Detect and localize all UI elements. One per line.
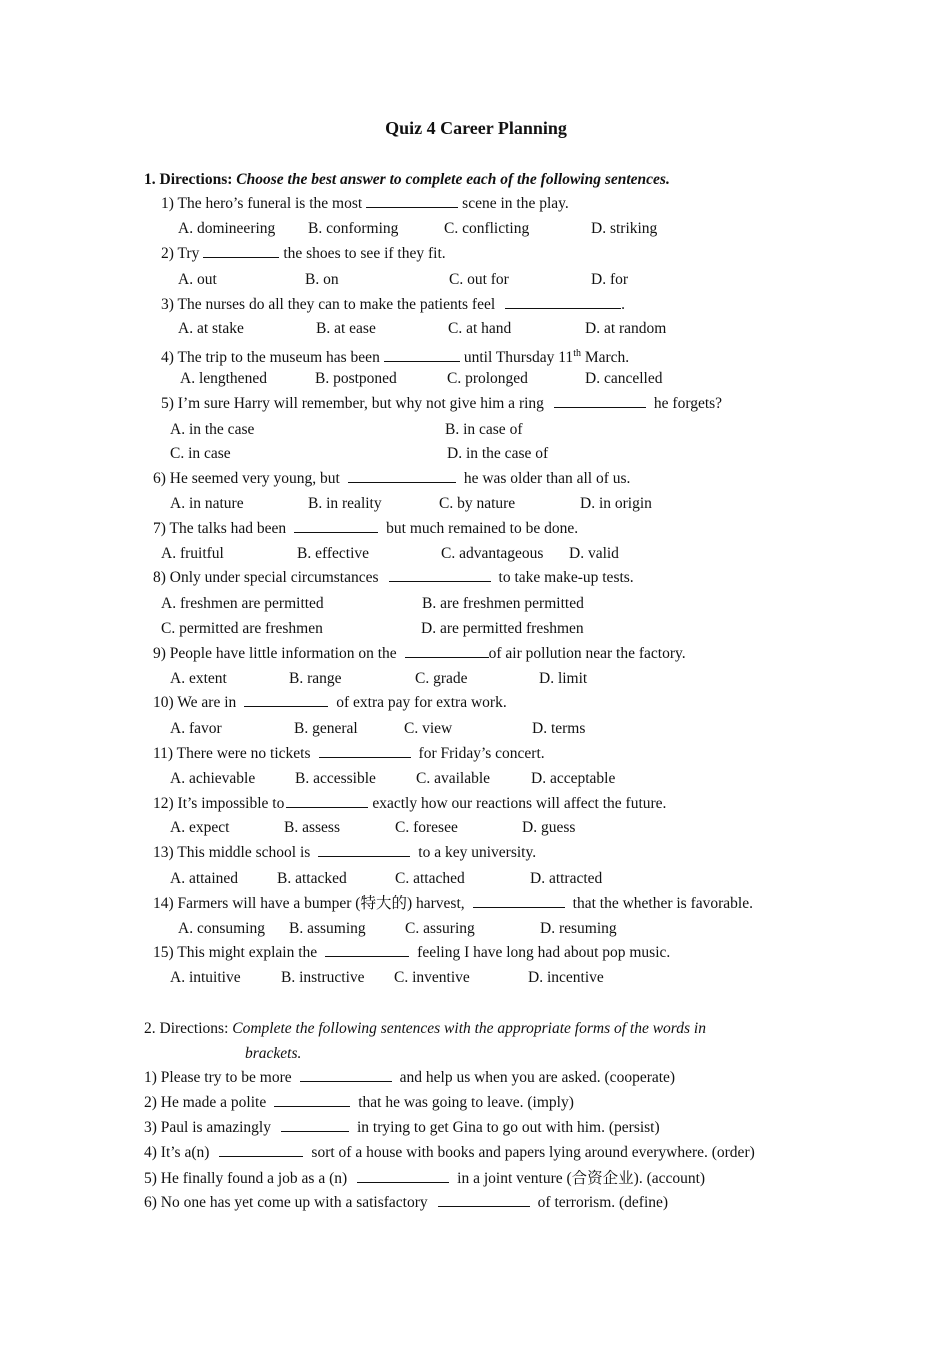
q10-option-d: D. terms xyxy=(532,720,586,737)
q15-option-d: D. incentive xyxy=(528,969,604,986)
sentence-3 xyxy=(144,1118,660,1138)
answer-blank xyxy=(274,1093,350,1107)
question-9-stem: 9) People have little information on the xyxy=(153,645,397,662)
question-7 xyxy=(153,519,578,539)
question-13 xyxy=(153,843,536,863)
question-6 xyxy=(153,469,630,489)
section-1-heading xyxy=(144,170,670,190)
answer-blank xyxy=(554,394,646,408)
q2-option-a: A. out xyxy=(178,271,217,288)
answer-blank xyxy=(384,348,460,362)
section-1-instruction: Choose the best answer to complete each of the following sentences. xyxy=(236,171,670,188)
question-11-stem-end: for Friday’s concert. xyxy=(418,745,545,762)
q3-option-c: C. at hand xyxy=(448,320,512,337)
answer-blank xyxy=(219,1143,303,1157)
q15-option-c: C. inventive xyxy=(394,969,470,986)
sentence-5 xyxy=(144,1169,705,1189)
question-13-stem: 13) This middle school is xyxy=(153,844,311,861)
q8-option-d: D. are permitted freshmen xyxy=(421,620,584,637)
question-9 xyxy=(153,644,686,664)
q1-option-b: B. conforming xyxy=(308,220,399,237)
q10-option-a: A. favor xyxy=(170,720,222,737)
q13-option-a: A. attained xyxy=(170,870,239,887)
question-7-stem: 7) The talks had been xyxy=(153,520,287,537)
question-12-stem: 12) It’s impossible to xyxy=(153,795,285,812)
question-14-stem: 14) Farmers will have a bumper (特大的) harvest, xyxy=(153,895,465,912)
question-8-stem-end: to take make-up tests. xyxy=(498,569,634,586)
question-10 xyxy=(153,693,507,713)
question-4-stem-end: until Thursday 11 xyxy=(463,349,574,367)
section-1-label: 1. Directions: xyxy=(144,171,233,188)
question-9-stem-end: of air pollution near the factory. xyxy=(488,645,686,662)
q9-option-c: C. grade xyxy=(415,670,468,687)
question-2-stem: 2) Try xyxy=(161,245,200,262)
section-2-instruction-continued: brackets. xyxy=(245,1045,302,1062)
q3-option-d: D. at random xyxy=(585,320,667,337)
question-8 xyxy=(153,568,634,588)
question-5-stem: 5) I’m sure Harry will remember, but why not give him a ring xyxy=(161,395,544,412)
q12-option-a: A. expect xyxy=(170,819,230,836)
q12-option-c: C. foresee xyxy=(395,819,458,836)
q6-option-c: C. by nature xyxy=(439,495,516,512)
q5-option-a: A. in the case xyxy=(170,421,255,438)
question-3-stem: 3) The nurses do all they can to make the patients feel xyxy=(161,296,496,313)
answer-blank xyxy=(505,295,621,309)
question-12-stem-end: exactly how our reactions will affect the future. xyxy=(372,795,667,812)
question-8-stem: 8) Only under special circumstances xyxy=(153,569,379,586)
q4-option-c: C. prolonged xyxy=(447,370,528,387)
question-4-stem-month: March. xyxy=(580,349,630,367)
answer-blank xyxy=(357,1169,449,1183)
sentence-5-stem: 5) He finally found a job as a (n) xyxy=(144,1170,348,1187)
question-14 xyxy=(153,894,753,914)
sentence-1-stem: 1) Please try to be more xyxy=(144,1069,292,1086)
q13-option-d: D. attracted xyxy=(530,870,603,887)
sentence-5-stem-end: in a joint venture (合资企业). (account) xyxy=(457,1170,706,1187)
q1-option-c: C. conflicting xyxy=(444,220,530,237)
q4-option-a: A. lengthened xyxy=(180,370,267,387)
q5-option-b: B. in case of xyxy=(445,421,523,438)
q14-option-a: A. consuming xyxy=(178,920,265,937)
sentence-6-stem: 6) No one has yet come up with a satisfactory xyxy=(144,1194,428,1211)
question-13-stem-end: to a key university. xyxy=(418,844,537,861)
ordinal-suffix: th xyxy=(573,348,581,359)
question-15-stem-end: feeling I have long had about pop music. xyxy=(417,944,671,961)
q3-option-a: A. at stake xyxy=(178,320,244,337)
q9-option-d: D. limit xyxy=(539,670,588,687)
question-2 xyxy=(161,244,446,264)
answer-blank xyxy=(405,644,489,658)
question-2-stem-end: the shoes to see if they fit. xyxy=(283,245,446,262)
question-7-stem-end: but much remained to be done. xyxy=(386,520,579,537)
answer-blank xyxy=(281,1118,349,1132)
q6-option-b: B. in reality xyxy=(308,495,382,512)
answer-blank xyxy=(318,843,410,857)
answer-blank xyxy=(438,1193,530,1207)
answer-blank xyxy=(244,693,328,707)
q9-option-a: A. extent xyxy=(170,670,227,687)
question-10-stem-end: of extra pay for extra work. xyxy=(336,694,507,711)
q4-option-b: B. postponed xyxy=(315,370,397,387)
sentence-6-stem-end: of terrorism. (define) xyxy=(537,1194,669,1211)
question-15-stem: 15) This might explain the xyxy=(153,944,318,961)
question-5 xyxy=(161,394,722,414)
sentence-1 xyxy=(144,1068,675,1088)
sentence-4 xyxy=(144,1143,755,1163)
question-14-stem-end: that the whether is favorable. xyxy=(572,895,753,912)
q7-option-b: B. effective xyxy=(297,545,370,562)
q2-option-d: D. for xyxy=(591,271,629,288)
q5-option-c: C. in case xyxy=(170,445,231,462)
question-1-stem: 1) The hero’s funeral is the most xyxy=(161,195,363,212)
answer-blank xyxy=(325,943,409,957)
q14-option-d: D. resuming xyxy=(540,920,617,937)
q1-option-d: D. striking xyxy=(591,220,658,237)
question-1-stem-end: scene in the play. xyxy=(462,195,569,212)
q8-option-a: A. freshmen are permitted xyxy=(161,595,324,612)
q15-option-b: B. instructive xyxy=(281,969,365,986)
sentence-3-stem: 3) Paul is amazingly xyxy=(144,1119,271,1136)
answer-blank xyxy=(366,194,458,208)
answer-blank xyxy=(348,469,456,483)
q12-option-d: D. guess xyxy=(522,819,576,836)
question-3-stem-end: . xyxy=(621,296,626,313)
question-11-stem: 11) There were no tickets xyxy=(153,745,311,762)
q3-option-b: B. at ease xyxy=(316,320,376,337)
answer-blank xyxy=(473,894,565,908)
answer-blank xyxy=(203,244,279,258)
q14-option-c: C. assuring xyxy=(405,920,475,937)
q15-option-a: A. intuitive xyxy=(170,969,241,986)
sentence-3-stem-end: in trying to get Gina to go out with him. (persist) xyxy=(357,1119,660,1136)
q4-option-d: D. cancelled xyxy=(585,370,663,387)
answer-blank xyxy=(286,794,368,808)
question-10-stem: 10) We are in xyxy=(153,694,237,711)
q8-option-b: B. are freshmen permitted xyxy=(422,595,584,612)
question-11 xyxy=(153,744,545,764)
q7-option-d: D. valid xyxy=(569,545,619,562)
section-2-instruction: Complete the following sentences with the appropriate forms of the words in xyxy=(232,1020,706,1037)
answer-blank xyxy=(294,519,378,533)
q2-option-c: C. out for xyxy=(449,271,509,288)
q7-option-c: C. advantageous xyxy=(441,545,544,562)
q11-option-c: C. available xyxy=(416,770,491,787)
answer-blank xyxy=(300,1068,392,1082)
question-15 xyxy=(153,943,670,963)
q12-option-b: B. assess xyxy=(284,819,340,836)
question-12 xyxy=(153,794,666,814)
q9-option-b: B. range xyxy=(289,670,342,687)
q10-option-c: C. view xyxy=(404,720,453,737)
q5-option-d: D. in the case of xyxy=(447,445,549,462)
answer-blank xyxy=(319,744,411,758)
q8-option-c: C. permitted are freshmen xyxy=(161,620,323,637)
question-5-stem-end: he forgets? xyxy=(653,395,723,412)
q14-option-b: B. assuming xyxy=(289,920,366,937)
q13-option-b: B. attacked xyxy=(277,870,347,887)
q11-option-d: D. acceptable xyxy=(531,770,616,787)
q6-option-d: D. in origin xyxy=(580,495,652,512)
question-6-stem-end: he was older than all of us. xyxy=(463,470,631,487)
question-3 xyxy=(161,295,625,315)
q6-option-a: A. in nature xyxy=(170,495,244,512)
sentence-2-stem-end: that he was going to leave. (imply) xyxy=(358,1094,574,1111)
question-4 xyxy=(161,344,629,368)
section-2-label: 2. Directions: xyxy=(144,1020,229,1037)
page-title: Quiz 4 Career Planning xyxy=(385,118,567,138)
section-2-heading xyxy=(144,1019,706,1039)
question-1 xyxy=(161,194,569,214)
q7-option-a: A. fruitful xyxy=(161,545,224,562)
q2-option-b: B. on xyxy=(305,271,339,288)
sentence-1-stem-end: and help us when you are asked. (cooperate) xyxy=(399,1069,676,1086)
q10-option-b: B. general xyxy=(294,720,358,737)
sentence-6 xyxy=(144,1193,668,1213)
question-4-stem: 4) The trip to the museum has been xyxy=(161,349,380,367)
sentence-2 xyxy=(144,1093,574,1113)
sentence-4-stem: 4) It’s a(n) xyxy=(144,1144,210,1161)
q11-option-b: B. accessible xyxy=(295,770,376,787)
q11-option-a: A. achievable xyxy=(170,770,256,787)
sentence-2-stem: 2) He made a polite xyxy=(144,1094,267,1111)
question-6-stem: 6) He seemed very young, but xyxy=(153,470,340,487)
sentence-4-stem-end: sort of a house with books and papers lying around everywhere. (order) xyxy=(311,1144,755,1161)
q13-option-c: C. attached xyxy=(395,870,465,887)
answer-blank xyxy=(389,568,491,582)
q1-option-a: A. domineering xyxy=(178,220,276,237)
